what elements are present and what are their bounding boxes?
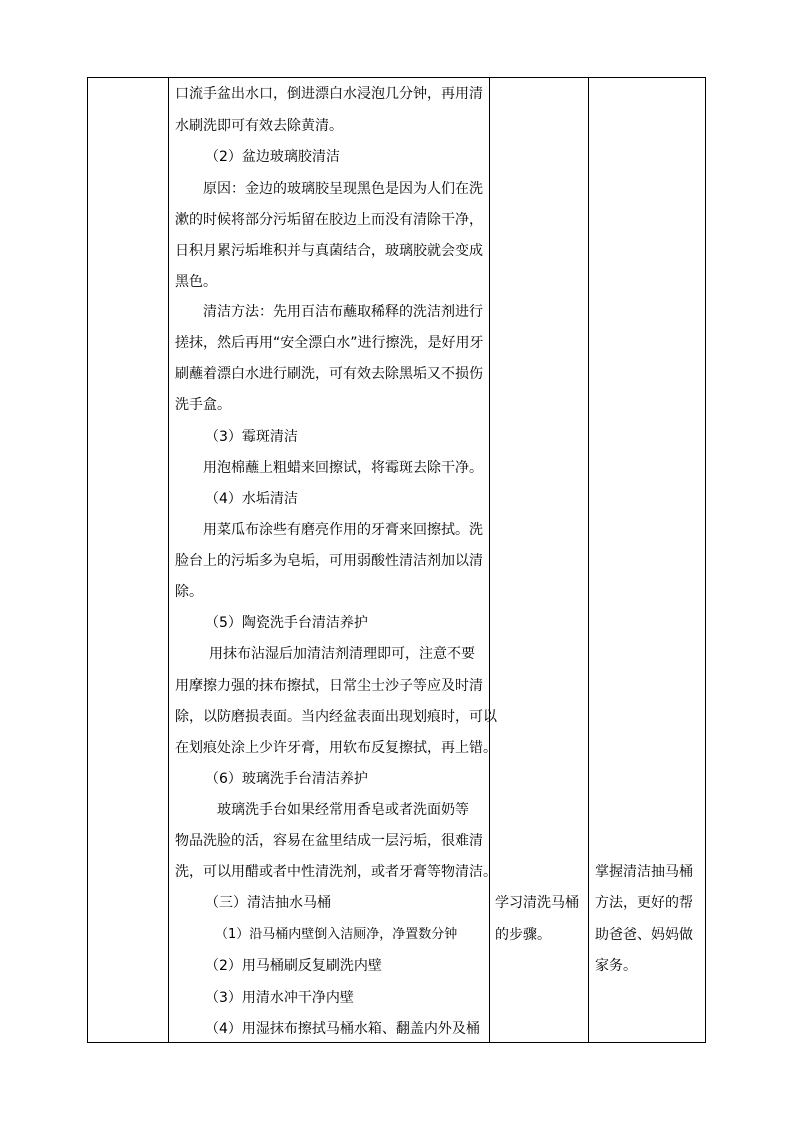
content-line: 用抹布沾湿后加清洁剂清理即可，注意不要 bbox=[209, 646, 475, 662]
content-line: 除，以防磨损表面。当内经盆表面出现划痕时，可以 bbox=[175, 709, 497, 725]
design-intent-line: 家务。 bbox=[595, 958, 637, 974]
student-activity-line: 学习清洗马桶 bbox=[495, 895, 579, 911]
content-line: （4）水垢清洁 bbox=[205, 491, 298, 507]
content-line: （2）用马桶刷反复刷洗内壁 bbox=[205, 958, 382, 974]
content-line: 除。 bbox=[175, 584, 203, 600]
design-intent-line: 方法，更好的帮 bbox=[595, 895, 693, 911]
content-line: 原因：金边的玻璃胶呈现黑色是因为人们在洗 bbox=[203, 181, 483, 197]
content-line: 用摩擦力强的抹布擦拭，日常尘士沙子等应及时清 bbox=[175, 678, 483, 694]
content-line: 洗手盒。 bbox=[175, 397, 231, 413]
content-line: （三）清洁抽水马桶 bbox=[205, 895, 331, 911]
content-line: （5）陶瓷洗手台清洁养护 bbox=[205, 615, 368, 631]
content-line: 洗，可以用醋或者中性清洗剂，或者牙膏等物清洁。 bbox=[175, 864, 497, 880]
design-intent-line: 掌握清洁抽马桶 bbox=[595, 864, 693, 880]
student-activity-line: 的步骤。 bbox=[495, 927, 551, 943]
content-line: 玻璃洗手台如果经常用香皂或者洗面奶等 bbox=[217, 802, 469, 818]
content-line: （1）沿马桶内壁倒入洁厕净，净置数分钟 bbox=[215, 927, 458, 942]
design-intent-line: 助爸爸、妈妈做 bbox=[595, 927, 693, 943]
content-line: （3）用清水冲干净内壁 bbox=[205, 990, 354, 1006]
content-line: （3）霉斑清洁 bbox=[205, 429, 298, 445]
content-line: 用菜瓜布涂些有磨亮作用的牙膏来回擦拭。洗 bbox=[203, 522, 483, 538]
stage-column bbox=[88, 78, 168, 1042]
content-line: （4）用湿抹布擦拭马桶水箱、翻盖内外及桶 bbox=[205, 1021, 480, 1037]
content-line: 物品洗脸的活，容易在盆里结成一层污垢，很难清 bbox=[175, 833, 483, 849]
content-line: 日积月累污垢堆积并与真菌结合，玻璃胶就会变成 bbox=[175, 243, 483, 259]
lesson-table bbox=[87, 77, 706, 1043]
content-line: 漱的时候将部分污垢留在胶边上而没有清除干净， bbox=[175, 212, 483, 228]
content-column bbox=[169, 78, 497, 1042]
content-line: 搓抹，然后再用“安全漂白水”进行擦洗，是好用牙 bbox=[175, 335, 484, 351]
content-line: （6）玻璃洗手台清洁养护 bbox=[205, 771, 368, 787]
content-line: （2）盆边玻璃胶清洁 bbox=[205, 149, 340, 165]
content-line: 清洁方法：先用百洁布蘸取稀释的洗洁剂进行 bbox=[203, 304, 483, 320]
content-line: 用泡棉蘸上粗蜡来回擦试，将霉斑去除干净。 bbox=[203, 460, 483, 476]
content-line: 在划痕处涂上少许牙膏，用软布反复擦拭，再上错。 bbox=[175, 740, 497, 756]
design-intent-column bbox=[589, 78, 707, 1042]
content-line: 刷蘸着漂白水进行刷洗，可有效去除黑垢又不损伤 bbox=[175, 366, 483, 382]
content-line: 黑色。 bbox=[175, 274, 217, 290]
content-line: 脸台上的污垢多为皂垢，可用弱酸性清洁剂加以清 bbox=[175, 553, 483, 569]
content-line: 口流手盆出水口，倒进漂白水浸泡几分钟，再用清 bbox=[175, 86, 483, 102]
student-activity-column bbox=[490, 78, 588, 1042]
content-line: 水刷洗即可有效去除黄清。 bbox=[175, 118, 343, 134]
